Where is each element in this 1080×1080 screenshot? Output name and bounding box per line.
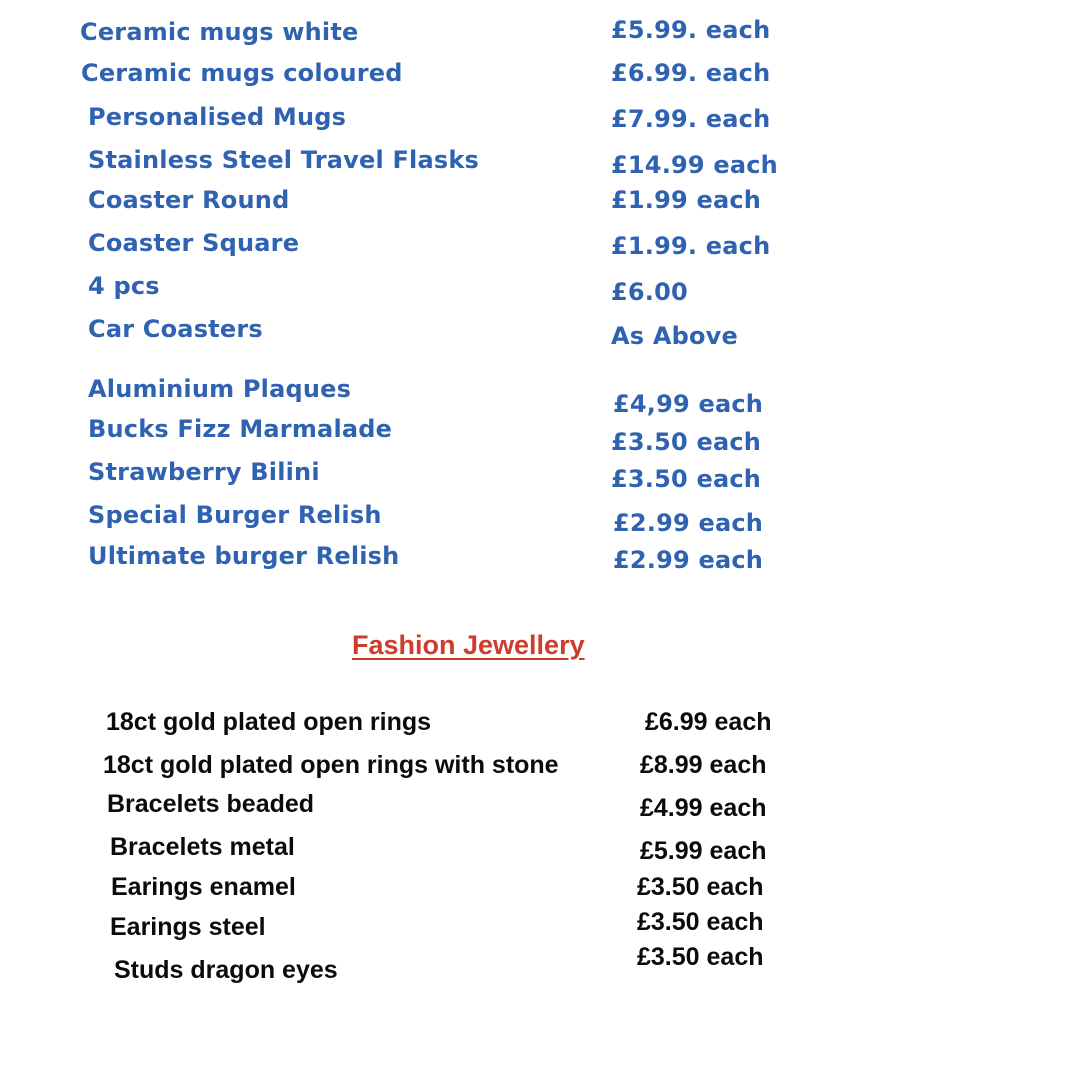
item-name-bucks-fizz-marmalade: Bucks Fizz Marmalade — [88, 415, 393, 443]
item-price-car-coasters: As Above — [611, 322, 738, 350]
item-name-4-pcs: 4 pcs — [88, 272, 160, 300]
item-name-ceramic-mugs-coloured: Ceramic mugs coloured — [81, 59, 403, 87]
item-price-earings-steel: £3.50 each — [637, 908, 764, 936]
item-price-ultimate-burger-relish: £2.99 each — [613, 546, 764, 574]
item-price-bracelets-metal: £5.99 each — [640, 837, 767, 865]
item-price-open-rings-with-stone: £8.99 each — [640, 751, 767, 779]
section-heading-fashion-jewellery: Fashion Jewellery — [352, 630, 585, 660]
item-name-earings-enamel: Earings enamel — [111, 873, 296, 901]
item-name-open-rings-with-stone: 18ct gold plated open rings with stone — [103, 751, 559, 779]
item-name-aluminium-plaques: Aluminium Plaques — [88, 375, 352, 403]
item-price-4-pcs: £6.00 — [611, 278, 688, 306]
item-price-aluminium-plaques: £4,99 each — [613, 390, 764, 418]
item-price-personalised-mugs: £7.99. each — [611, 105, 771, 133]
item-price-earings-enamel: £3.50 each — [637, 873, 764, 901]
item-name-coaster-square: Coaster Square — [88, 229, 300, 257]
item-name-car-coasters: Car Coasters — [88, 315, 263, 343]
item-name-coaster-round: Coaster Round — [88, 186, 290, 214]
item-price-coaster-round: £1.99 each — [611, 186, 762, 214]
item-name-strawberry-bilini: Strawberry Bilini — [88, 458, 320, 486]
item-name-ceramic-mugs-white: Ceramic mugs white — [80, 18, 359, 46]
item-name-open-rings: 18ct gold plated open rings — [106, 708, 432, 736]
item-name-travel-flasks: Stainless Steel Travel Flasks — [88, 146, 480, 174]
item-price-coaster-square: £1.99. each — [611, 232, 771, 260]
item-price-ceramic-mugs-white: £5.99. each — [611, 16, 771, 44]
item-name-bracelets-metal: Bracelets metal — [110, 833, 295, 861]
item-price-special-burger-relish: £2.99 each — [613, 509, 764, 537]
item-name-studs-dragon-eyes: Studs dragon eyes — [114, 956, 338, 984]
item-name-bracelets-beaded: Bracelets beaded — [107, 790, 315, 818]
item-price-strawberry-bilini: £3.50 each — [611, 465, 762, 493]
item-price-ceramic-mugs-coloured: £6.99. each — [611, 59, 771, 87]
item-name-ultimate-burger-relish: Ultimate burger Relish — [88, 542, 400, 570]
item-name-special-burger-relish: Special Burger Relish — [88, 501, 382, 529]
item-price-bucks-fizz-marmalade: £3.50 each — [611, 428, 762, 456]
item-name-earings-steel: Earings steel — [110, 913, 266, 941]
item-name-personalised-mugs: Personalised Mugs — [88, 103, 347, 131]
item-price-open-rings: £6.99 each — [645, 708, 772, 736]
item-price-travel-flasks: £14.99 each — [611, 151, 778, 179]
item-price-bracelets-beaded: £4.99 each — [640, 794, 767, 822]
item-price-studs-dragon-eyes: £3.50 each — [637, 943, 764, 971]
